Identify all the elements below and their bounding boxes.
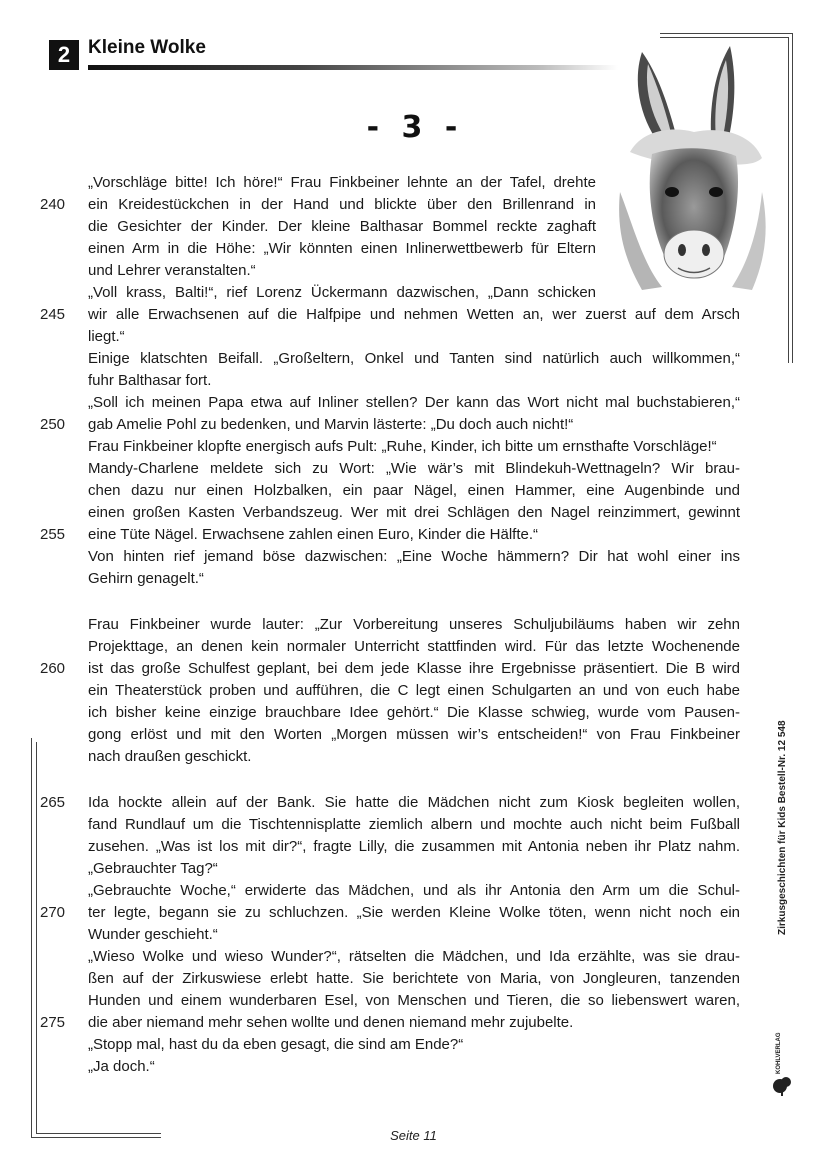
text-line: „Vorschläge bitte! Ich höre!“ Frau Finkbeiner lehnte an der Tafel, drehte (88, 174, 596, 191)
text-line: Einige klatschten Beifall. „Großeltern, Onkel und Tanten sind natürlich auch willkommen,“ (88, 350, 740, 367)
text-line: Gehirn genagelt.“ (88, 570, 204, 587)
title-underline (88, 65, 618, 70)
text-line: einen Arm in die Höhe: „Wir könnten einen Inlinerwettbewerb für Eltern (88, 240, 596, 257)
publisher-logo (770, 1030, 794, 1098)
publisher-name: KOHLVERLAG (776, 1032, 782, 1074)
text-line: einen großen Kasten Verbandszeug. Wer mit drei Schlägen den Nagel reinzimmert, gewinnt (88, 504, 740, 521)
text-line: zusehen. „Was ist los mit dir?“, fragte Lilly, die zusammen mit Antonia neben ihr Platz nahm. (88, 838, 740, 855)
text-line: die aber niemand mehr sehen wollte und denen niemand mehr zujubelte. (88, 1014, 574, 1031)
text-line: Ida hockte allein auf der Bank. Sie hatte die Mädchen nicht zum Kiosk begleiten wollen, (88, 794, 740, 811)
text-line: chen dazu nur einen Holzbalken, ein paar Nägel, einen Hammer, eine Augenbinde und (88, 482, 740, 499)
order-number-text: Zirkusgeschichten für Kids Bestell-Nr. 12 548 (777, 720, 788, 935)
chapter-title: Kleine Wolke (88, 37, 206, 58)
line-number: 255 (40, 526, 66, 543)
text-line: ter legte, begann sie zu schluchzen. „Sie werden Kleine Wolke töten, wenn nicht noch ein (88, 904, 740, 921)
frame-line (31, 738, 32, 1137)
frame-line (660, 37, 788, 38)
frame-line (660, 33, 793, 34)
text-line: „Gebrauchter Tag?“ (88, 860, 218, 877)
text-line: fand Rundlauf um die Tischtennisplatte ziemlich albern und mochte auch nicht beim Fußball (88, 816, 740, 833)
text-line: liegt.“ (88, 328, 125, 345)
line-number: 240 (40, 196, 66, 213)
line-number: 275 (40, 1014, 66, 1031)
line-number: 260 (40, 660, 66, 677)
text-line: fuhr Balthasar fort. (88, 372, 212, 389)
section-number: - 3 - (366, 110, 464, 145)
frame-line (788, 37, 789, 363)
frame-line (792, 33, 793, 363)
chapter-number: 2 (49, 40, 79, 70)
text-line: Wunder geschieht.“ (88, 926, 218, 943)
text-line: „Ja doch.“ (88, 1058, 155, 1075)
text-line: ein Kreidestückchen in der Hand und blickte über den Brillenrand in (88, 196, 596, 213)
text-line: Von hinten rief jemand böse dazwischen: „Eine Woche hämmern? Dir hat wohl einer ins (88, 548, 740, 565)
page-number: Seite 11 (390, 1128, 437, 1143)
text-line: gong erlöst und mit den Worten „Morgen müssen wir’s entscheiden!“ von Frau Finkbeiner (88, 726, 740, 743)
frame-line (36, 742, 37, 1133)
text-line: Frau Finkbeiner wurde lauter: „Zur Vorbereitung unseres Schuljubiläums haben wir zehn (88, 616, 740, 633)
text-line: ich bisher keine einzige brauchbare Idee gehört.“ Die Klasse schwieg, wurde vom Pausen- (88, 704, 740, 721)
text-line: Mandy-Charlene meldete sich zu Wort: „Wie wär’s mit Blindekuh-Wettnageln? Wir brau- (88, 460, 740, 477)
line-number: 250 (40, 416, 66, 433)
text-line: die Gesichter der Kinder. Der kleine Balthasar Bommel reckte zaghaft (88, 218, 596, 235)
text-line: ein Theaterstück proben und aufführen, die C legt einen Schulgarten an und von euch habe (88, 682, 740, 699)
tree-logo-icon (770, 1030, 794, 1098)
text-line: „Voll krass, Balti!“, rief Lorenz Ückermann dazwischen, „Dann schicken (88, 284, 596, 301)
line-number: 265 (40, 794, 66, 811)
text-line: „Soll ich meinen Papa etwa auf Inliner stellen? Der kann das Wort nicht mal buchstabieren,“ (88, 394, 740, 411)
text-line: „Wieso Wolke und wieso Wunder?“, rätselten die Mädchen, und Ida erzählte, was sie drau- (88, 948, 740, 965)
line-number: 245 (40, 306, 66, 323)
text-line: eine Tüte Nägel. Erwachsene zahlen einen Euro, Kinder die Hälfte.“ (88, 526, 538, 543)
donkey-illustration (612, 42, 772, 292)
text-line: nach draußen geschickt. (88, 748, 252, 765)
text-line: „Gebrauchte Woche,“ erwiderte das Mädchen, und als ihr Antonia den Arm um die Schul- (88, 882, 740, 899)
text-line: Frau Finkbeiner klopfte energisch aufs Pult: „Ruhe, Kinder, ich bitte um ernsthafte Vorschläge!“ (88, 438, 717, 455)
text-line: Hunden und einem wunderbaren Esel, von Menschen und Tieren, die so liebenswert waren, (88, 992, 740, 1009)
text-line: ist das große Schulfest geplant, bei dem jede Klasse ihre Ergebnisse präsentiert. Die B wird (88, 660, 740, 677)
text-line: „Stopp mal, hast du da eben gesagt, die sind am Ende?“ (88, 1036, 464, 1053)
line-number: 270 (40, 904, 66, 921)
text-line: ßen auf der Zirkuswiese erlebt hatte. Sie berichtete von Maria, von Jongleuren, tanzenden (88, 970, 740, 987)
text-line: wir alle Erwachsenen auf die Halfpipe und nehmen Wetten an, wer zuerst auf dem Arsch (88, 306, 740, 323)
text-line: gab Amelie Pohl zu bedenken, und Marvin lästerte: „Du doch auch nicht!“ (88, 416, 574, 433)
text-line: Projekttage, an denen kein normaler Unterricht stattfinden wird. Für das letzte Wochenende (88, 638, 740, 655)
text-line: und Lehrer veranstalten.“ (88, 262, 256, 279)
